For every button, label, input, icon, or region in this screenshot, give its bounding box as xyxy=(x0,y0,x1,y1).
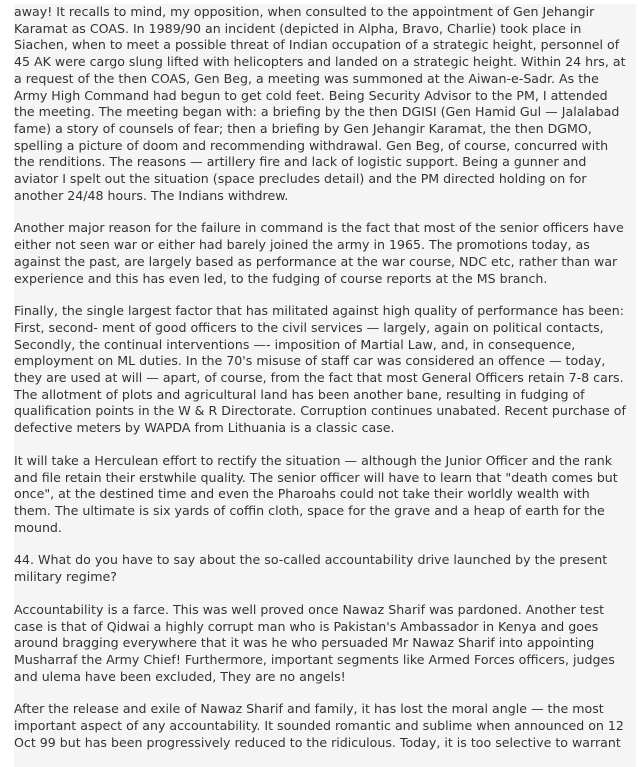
text-line: Finally, the single largest factor that has militated against high quality of performance has been: xyxy=(14,303,624,319)
text-line: aviator I spelt out the situation (space precludes detail) and the PM directed holding on for xyxy=(14,171,587,187)
text-line: defective meters by WAPDA from Lithuania is a classic case. xyxy=(14,420,395,436)
paragraph xyxy=(14,701,636,751)
text-line: 44. What do you have to say about the so-called accountability drive launched by the present xyxy=(14,552,608,568)
text-line: either not seen war or either had barely joined the army in 1965. The promotions today, as xyxy=(14,237,590,253)
text-line: another 24/48 hours. The Indians withdrew. xyxy=(14,187,289,203)
text-line: Army High Command had begun to get cold feet. Being Security Advisor to the PM, I attended xyxy=(14,87,608,103)
text-line: Another major reason for the failure in command is the fact that most of the senior officers have xyxy=(14,220,624,236)
text-line: It will take a Herculean effort to rectify the situation — although the Junior Officer and the rank xyxy=(14,452,613,468)
text-line: Musharraf the Army Chief! Furthermore, important segments like Armed Forces officers, judges xyxy=(14,651,615,667)
paragraph xyxy=(14,453,636,537)
text-line: employment on ML duties. In the 70's misuse of staff car was considered an offence — today, xyxy=(14,353,606,369)
text-line: mound. xyxy=(14,519,62,535)
text-line: fame) a story of counsels of fear; then a briefing by Gen Jehangir Karamat, the then DGMO, xyxy=(14,120,592,136)
text-line: The allotment of plots and agricultural land has been another bane, resulting in fudging of xyxy=(14,386,585,402)
text-line: around bragging everywhere that it was he who persuaded Mr Nawaz Sharif into appointing xyxy=(14,635,595,651)
paragraph xyxy=(14,4,636,204)
text-line: Accountability is a farce. This was well proved once Nawaz Sharif was pardoned. Another test xyxy=(14,601,605,617)
text-line: a request of the then COAS, Gen Beg, a meeting was summoned at the Aiwan-e-Sadr. As the xyxy=(14,70,599,86)
text-line: and ulema have been excluded, They are no angels! xyxy=(14,668,346,684)
paragraph xyxy=(14,602,636,686)
text-line: them. The ultimate is six yards of coffin cloth, space for the grave and a heap of earth for the xyxy=(14,502,605,518)
text-line: the renditions. The reasons — artillery fire and lack of logistic support. Being a gunner and xyxy=(14,154,587,170)
paragraph xyxy=(14,303,636,437)
text-line: once", at the destined time and even the Pharoahs could not take their worldly wealth with xyxy=(14,486,590,502)
text-line: After the release and exile of Nawaz Sharif and family, it has lost the moral angle — the most xyxy=(14,701,604,717)
text-line: experience and this has even led, to the fudging of course reports at the MS branch. xyxy=(14,270,548,286)
text-line: Karamat as COAS. In 1989/90 an incident (depicted in Alpha, Bravo, Charlie) took place in xyxy=(14,20,582,36)
text-line: Siachen, when to meet a possible threat of Indian occupation of a strategic height, personnel of xyxy=(14,37,620,53)
text-line: qualification points in the W & R Directorate. Corruption continues unabated. Recent purchase of xyxy=(14,403,626,419)
text-line: case is that of Qidwai a highly corrupt man who is Pakistan's Ambassador in Kenya and goes xyxy=(14,618,599,634)
text-line: and file retain their erstwhile quality. The senior officer will have to learn that "death comes but xyxy=(14,469,618,485)
text-line: First, second- ment of good officers to the civil services — largely, again on political contacts, xyxy=(14,319,604,335)
text-line: Secondly, the continual interventions —- imposition of Martial Law, and, in consequence, xyxy=(14,336,576,352)
paragraph xyxy=(14,552,636,585)
text-line: they are used at will — apart, of course, from the fact that most General Officers retain 7-8 cars. xyxy=(14,370,624,386)
text-line: the meeting. The meeting began with: a briefing by the then DGISI (Gen Hamid Gul — Jalalabad xyxy=(14,104,620,120)
text-line: away! It recalls to mind, my opposition, when consulted to the appointment of Gen Jehangir xyxy=(14,4,595,19)
text-line: important aspect of any accountability. It sounded romantic and sublime when announced on 12 xyxy=(14,718,624,734)
text-line: spelling a picture of doom and recommending withdrawal. Gen Beg, of course, concurred with xyxy=(14,137,609,153)
text-line: against the past, are largely based as performance at the war course, NDC etc, rather than war xyxy=(14,253,618,269)
paragraph xyxy=(14,220,636,287)
text-line: 45 AK were cargo slung lifted with helicopters and landed on a strategic height. Within 24 hrs, at xyxy=(14,54,626,70)
text-line: military regime? xyxy=(14,569,117,585)
text-line: Oct 99 but has been progressively reduced to the ridiculous. Today, it is too selective to warrant xyxy=(14,734,621,750)
document-text-block xyxy=(14,4,636,767)
